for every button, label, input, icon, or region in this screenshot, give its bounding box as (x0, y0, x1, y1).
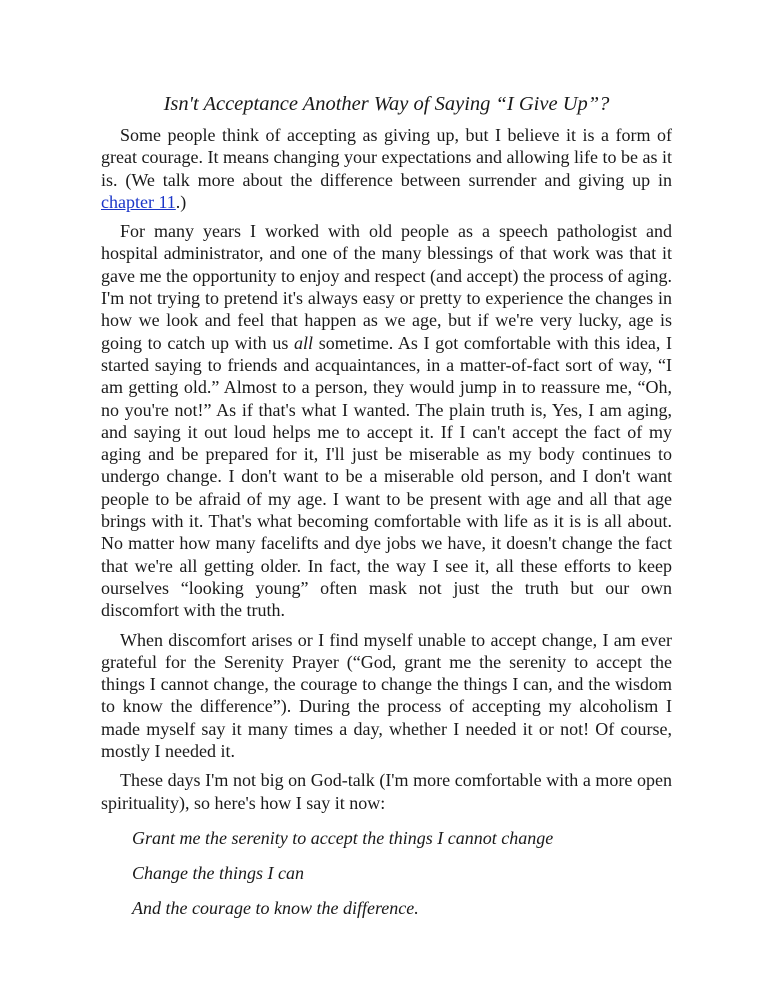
paragraph-2 (101, 220, 672, 621)
chapter-11-link[interactable]: chapter 11 (101, 191, 176, 212)
prayer-line-2: Change the things I can (132, 862, 304, 883)
paragraph-2-text-a: For many years I worked with old people as a speech pathologist and hospital administrator, and one of the many blessings of that work was that it gave me the opportunity to enjoy and respect (and accept) the process of aging. I'm not trying to pretend it's always easy or pretty to experience the changes in how we look and feel that happen as we age, but if we're very lucky, age is going to catch up with us (101, 221, 672, 353)
paragraph-1-text-b: .) (175, 191, 187, 212)
paragraph-3: When discomfort arises or I find myself unable to accept change, I am ever grateful for the Serenity Prayer (“God, grant me the serenity to accept the things I cannot change, the courage to change the things I can, and the wisdom to know the difference”). During the process of accepting my alcoholism I made myself say it many times a day, whether I needed it or not! Of course, mostly I needed it. (101, 629, 672, 762)
prayer-line-3: And the courage to know the difference. (132, 897, 419, 918)
section-heading: Isn't Acceptance Another Way of Saying “I Give Up”? (163, 93, 610, 115)
paragraph-2-text-b: sometime. As I got comfortable with this idea, I started saying to friends and acquaintances, in a matter-of-fact sort of way, “I am getting old.” Almost to a person, they would jump in to reassure me, “Oh, no you're not!” As if that's what I wanted. The plain truth is, Yes, I am aging, and saying it out loud helps me to accept it. If I can't accept the fact of my aging and be prepared for it, I'll just be miserable as my body continues to undergo change. I don't want to be a miserable old person, and I don't want people to be afraid of my age. I want to be present with age and all that age brings with it. That's what becoming comfortable with life as it is is all about. No matter how many facelifts and dye jobs we have, it doesn't change the fact that we're all getting older. In fact, the way I see it, all these efforts to keep ourselves “looking young” often mask not just the truth but our own discomfort with the truth. (101, 332, 673, 621)
prayer-line-1: Grant me the serenity to accept the things I cannot change (132, 827, 554, 848)
page-content (101, 90, 672, 932)
prayer-block (132, 827, 672, 919)
paragraph-4: These days I'm not big on God-talk (I'm more comfortable with a more open spirituality), so here's how I say it now: (101, 770, 672, 813)
paragraph-2-emphasis: all (294, 332, 314, 353)
paragraph-1 (101, 124, 672, 213)
paragraph-1-text-a: Some people think of accepting as giving up, but I believe it is a form of great courage. It means changing your expectations and allowing life to be as it is. (We talk more about the difference between surrender and giving up in (101, 125, 672, 190)
